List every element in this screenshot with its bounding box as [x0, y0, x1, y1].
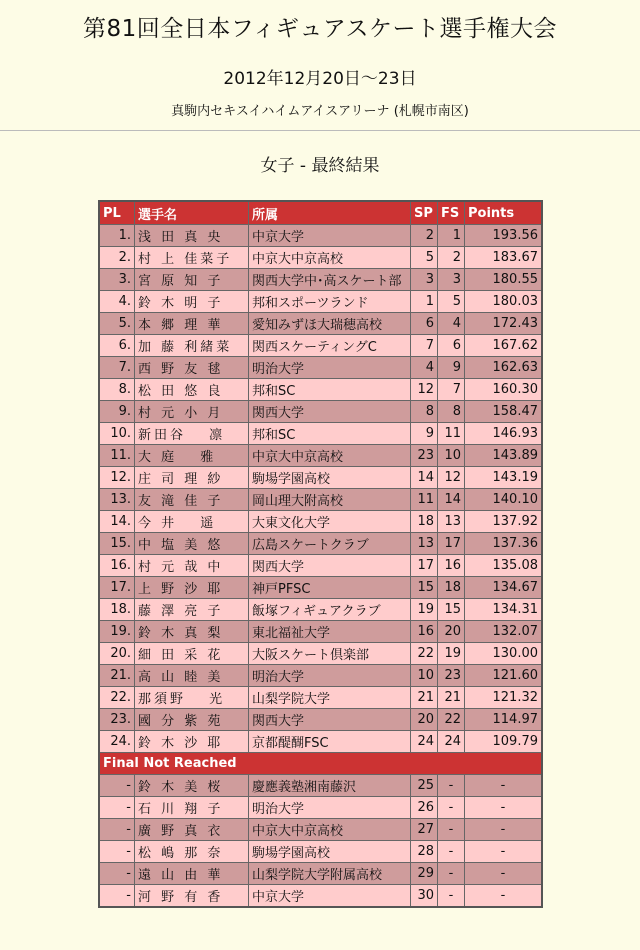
table-row	[99, 885, 542, 908]
cell-sp-rank: 29	[411, 863, 438, 885]
cell-skater-name: 松 田 悠 良	[135, 379, 249, 401]
cell-fs-rank: 4	[438, 313, 465, 335]
cell-sp-rank: 26	[411, 797, 438, 819]
cell-club: 東北福祉大学	[249, 621, 411, 643]
cell-club: 明治大学	[249, 665, 411, 687]
cell-points: 143.89	[465, 445, 543, 467]
table-row	[99, 665, 542, 687]
cell-sp-rank: 18	[411, 511, 438, 533]
cell-fs-rank: 14	[438, 489, 465, 511]
cell-place: 10.	[99, 423, 135, 445]
cell-fs-rank: -	[438, 775, 465, 797]
cell-skater-name: 石 川 翔 子	[135, 797, 249, 819]
cell-place: 6.	[99, 335, 135, 357]
cell-skater-name: 村 上 佳菜子	[135, 247, 249, 269]
page-title: 第81回全日本フィギュアスケート選手権大会	[82, 16, 557, 42]
cell-fs-rank: -	[438, 841, 465, 863]
cell-club: 中京大学	[249, 225, 411, 247]
cell-club: 邦和SC	[249, 379, 411, 401]
cell-points: -	[465, 819, 543, 841]
cell-fs-rank: 24	[438, 731, 465, 753]
col-header-fs: FS	[438, 201, 465, 225]
table-row	[99, 313, 542, 335]
table-row	[99, 489, 542, 511]
table-row	[99, 291, 542, 313]
table-row	[99, 357, 542, 379]
cell-points: 146.93	[465, 423, 543, 445]
cell-place: 11.	[99, 445, 135, 467]
cell-place: -	[99, 885, 135, 908]
event-venue: 真駒内セキスイハイムアイスアリーナ (札幌市南区)	[171, 104, 469, 119]
cell-club: 関西大学	[249, 401, 411, 423]
final-results-body	[99, 225, 542, 753]
cell-fs-rank: -	[438, 797, 465, 819]
table-row	[99, 841, 542, 863]
cell-place: 4.	[99, 291, 135, 313]
page-header	[0, 0, 640, 120]
cell-sp-rank: 8	[411, 401, 438, 423]
cell-place: -	[99, 797, 135, 819]
results-table	[98, 200, 543, 908]
cell-skater-name: 浅 田 真 央	[135, 225, 249, 247]
cell-skater-name: 廣 野 真 衣	[135, 819, 249, 841]
cell-club: 関西スケーティングC	[249, 335, 411, 357]
col-header-club: 所属	[249, 201, 411, 225]
cell-fs-rank: 6	[438, 335, 465, 357]
cell-place: 3.	[99, 269, 135, 291]
cell-club: 中京大中京高校	[249, 445, 411, 467]
cell-sp-rank: 21	[411, 687, 438, 709]
cell-points: 130.00	[465, 643, 543, 665]
cell-points: -	[465, 885, 543, 908]
cell-place: 14.	[99, 511, 135, 533]
table-row	[99, 577, 542, 599]
cell-place: 19.	[99, 621, 135, 643]
cell-skater-name: 宮 原 知 子	[135, 269, 249, 291]
cell-skater-name: 河 野 有 香	[135, 885, 249, 908]
cell-place: 17.	[99, 577, 135, 599]
cell-club: 関西大学	[249, 555, 411, 577]
cell-fs-rank: 5	[438, 291, 465, 313]
cell-place: 7.	[99, 357, 135, 379]
results-subtitle: 女子 - 最終結果	[260, 156, 380, 176]
cell-fs-rank: 15	[438, 599, 465, 621]
cell-skater-name: 本 郷 理 華	[135, 313, 249, 335]
cell-place: 22.	[99, 687, 135, 709]
cell-place: 8.	[99, 379, 135, 401]
cell-points: 140.10	[465, 489, 543, 511]
cell-place: 21.	[99, 665, 135, 687]
cell-points: 134.67	[465, 577, 543, 599]
cell-place: 18.	[99, 599, 135, 621]
table-row	[99, 379, 542, 401]
cell-sp-rank: 10	[411, 665, 438, 687]
cell-points: -	[465, 863, 543, 885]
cell-club: 明治大学	[249, 357, 411, 379]
table-row	[99, 687, 542, 709]
cell-club: 京都醍醐FSC	[249, 731, 411, 753]
cell-points: 137.92	[465, 511, 543, 533]
cell-points: 167.62	[465, 335, 543, 357]
cell-sp-rank: 6	[411, 313, 438, 335]
cell-fs-rank: 17	[438, 533, 465, 555]
cell-place: 9.	[99, 401, 135, 423]
cell-club: 中京大中京高校	[249, 247, 411, 269]
cell-fs-rank: 23	[438, 665, 465, 687]
cell-points: 162.63	[465, 357, 543, 379]
cell-fs-rank: 13	[438, 511, 465, 533]
cell-club: 邦和SC	[249, 423, 411, 445]
table-row	[99, 423, 542, 445]
cell-club: 大東文化大学	[249, 511, 411, 533]
cell-place: 12.	[99, 467, 135, 489]
cell-fs-rank: 20	[438, 621, 465, 643]
table-row	[99, 819, 542, 841]
cell-club: 愛知みずほ大瑞穂高校	[249, 313, 411, 335]
table-row	[99, 533, 542, 555]
cell-fs-rank: 12	[438, 467, 465, 489]
cell-skater-name: 鈴 木 沙 耶	[135, 731, 249, 753]
cell-points: -	[465, 841, 543, 863]
cell-sp-rank: 11	[411, 489, 438, 511]
cell-club: 関西大学	[249, 709, 411, 731]
cell-skater-name: 今 井 遥	[135, 511, 249, 533]
table-row	[99, 797, 542, 819]
cell-fs-rank: -	[438, 819, 465, 841]
cell-sp-rank: 22	[411, 643, 438, 665]
cell-points: 132.07	[465, 621, 543, 643]
table-row	[99, 555, 542, 577]
cell-sp-rank: 7	[411, 335, 438, 357]
cell-place: -	[99, 819, 135, 841]
cell-place: 23.	[99, 709, 135, 731]
cell-fs-rank: 9	[438, 357, 465, 379]
cell-points: 143.19	[465, 467, 543, 489]
cell-sp-rank: 23	[411, 445, 438, 467]
cell-points: 158.47	[465, 401, 543, 423]
cell-skater-name: 鈴 木 美 桜	[135, 775, 249, 797]
cell-sp-rank: 25	[411, 775, 438, 797]
cell-place: -	[99, 863, 135, 885]
table-row	[99, 401, 542, 423]
cell-sp-rank: 20	[411, 709, 438, 731]
cell-club: 中京大中京高校	[249, 819, 411, 841]
cell-club: 山梨学院大学	[249, 687, 411, 709]
cell-skater-name: 中 塩 美 悠	[135, 533, 249, 555]
cell-club: 駒場学園高校	[249, 841, 411, 863]
cell-skater-name: 村 元 小 月	[135, 401, 249, 423]
cell-club: 駒場学園高校	[249, 467, 411, 489]
cell-skater-name: 那須野 光	[135, 687, 249, 709]
not-reached-body	[99, 775, 542, 908]
cell-fs-rank: 16	[438, 555, 465, 577]
cell-sp-rank: 9	[411, 423, 438, 445]
table-row	[99, 269, 542, 291]
cell-points: 160.30	[465, 379, 543, 401]
cell-fs-rank: 10	[438, 445, 465, 467]
cell-fs-rank: -	[438, 885, 465, 908]
cell-club: 中京大学	[249, 885, 411, 908]
cell-fs-rank: 18	[438, 577, 465, 599]
cell-points: 180.03	[465, 291, 543, 313]
cell-skater-name: 高 山 睦 美	[135, 665, 249, 687]
cell-points: 183.67	[465, 247, 543, 269]
cell-club: 山梨学院大学附属高校	[249, 863, 411, 885]
cell-skater-name: 上 野 沙 耶	[135, 577, 249, 599]
table-row	[99, 445, 542, 467]
cell-sp-rank: 17	[411, 555, 438, 577]
cell-sp-rank: 4	[411, 357, 438, 379]
col-header-pl: PL	[99, 201, 135, 225]
cell-club: 関西大学中･高スケート部	[249, 269, 411, 291]
cell-points: -	[465, 797, 543, 819]
cell-club: 岡山理大附高校	[249, 489, 411, 511]
cell-skater-name: 遠 山 由 華	[135, 863, 249, 885]
table-row	[99, 621, 542, 643]
cell-skater-name: 鈴 木 真 梨	[135, 621, 249, 643]
cell-points: 114.97	[465, 709, 543, 731]
cell-club: 大阪スケート倶楽部	[249, 643, 411, 665]
cell-place: -	[99, 841, 135, 863]
cell-sp-rank: 27	[411, 819, 438, 841]
table-header-row	[99, 201, 542, 225]
cell-sp-rank: 16	[411, 621, 438, 643]
col-header-sp: SP	[411, 201, 438, 225]
cell-points: 135.08	[465, 555, 543, 577]
cell-sp-rank: 13	[411, 533, 438, 555]
cell-skater-name: 細 田 采 花	[135, 643, 249, 665]
not-reached-label: Final Not Reached	[99, 753, 542, 775]
table-row	[99, 467, 542, 489]
table-row	[99, 643, 542, 665]
cell-skater-name: 西 野 友 毬	[135, 357, 249, 379]
section-row	[99, 753, 542, 775]
cell-sp-rank: 3	[411, 269, 438, 291]
event-date: 2012年12月20日～23日	[223, 69, 417, 89]
table-row	[99, 511, 542, 533]
cell-place: 2.	[99, 247, 135, 269]
table-row	[99, 775, 542, 797]
cell-skater-name: 國 分 紫 苑	[135, 709, 249, 731]
cell-sp-rank: 1	[411, 291, 438, 313]
cell-fs-rank: 3	[438, 269, 465, 291]
header-divider	[0, 130, 640, 131]
cell-club: 明治大学	[249, 797, 411, 819]
cell-sp-rank: 5	[411, 247, 438, 269]
cell-fs-rank: 22	[438, 709, 465, 731]
cell-points: 180.55	[465, 269, 543, 291]
cell-club: 広島スケートクラブ	[249, 533, 411, 555]
cell-club: 邦和スポーツランド	[249, 291, 411, 313]
cell-fs-rank: 2	[438, 247, 465, 269]
cell-points: -	[465, 775, 543, 797]
cell-fs-rank: 19	[438, 643, 465, 665]
cell-sp-rank: 12	[411, 379, 438, 401]
cell-skater-name: 友 滝 佳 子	[135, 489, 249, 511]
cell-place: 15.	[99, 533, 135, 555]
cell-points: 109.79	[465, 731, 543, 753]
cell-sp-rank: 2	[411, 225, 438, 247]
cell-place: 20.	[99, 643, 135, 665]
not-reached-section	[99, 753, 542, 775]
cell-place: 16.	[99, 555, 135, 577]
cell-fs-rank: 7	[438, 379, 465, 401]
table-row	[99, 731, 542, 753]
cell-sp-rank: 19	[411, 599, 438, 621]
cell-points: 193.56	[465, 225, 543, 247]
cell-sp-rank: 28	[411, 841, 438, 863]
cell-skater-name: 鈴 木 明 子	[135, 291, 249, 313]
table-row	[99, 709, 542, 731]
cell-skater-name: 庄 司 理 紗	[135, 467, 249, 489]
table-row	[99, 225, 542, 247]
cell-fs-rank: 21	[438, 687, 465, 709]
col-header-name: 選手名	[135, 201, 249, 225]
cell-place: 5.	[99, 313, 135, 335]
cell-place: 1.	[99, 225, 135, 247]
cell-skater-name: 大 庭 雅	[135, 445, 249, 467]
cell-skater-name: 加 藤 利緒菜	[135, 335, 249, 357]
cell-place: 13.	[99, 489, 135, 511]
cell-points: 134.31	[465, 599, 543, 621]
cell-points: 172.43	[465, 313, 543, 335]
cell-sp-rank: 24	[411, 731, 438, 753]
cell-sp-rank: 15	[411, 577, 438, 599]
cell-fs-rank: 11	[438, 423, 465, 445]
cell-fs-rank: -	[438, 863, 465, 885]
cell-skater-name: 村 元 哉 中	[135, 555, 249, 577]
cell-skater-name: 藤 澤 亮 子	[135, 599, 249, 621]
cell-sp-rank: 30	[411, 885, 438, 908]
col-header-points: Points	[465, 201, 543, 225]
cell-place: 24.	[99, 731, 135, 753]
cell-club: 慶應義塾湘南藤沢	[249, 775, 411, 797]
cell-sp-rank: 14	[411, 467, 438, 489]
table-row	[99, 599, 542, 621]
cell-club: 飯塚フィギュアクラブ	[249, 599, 411, 621]
cell-fs-rank: 1	[438, 225, 465, 247]
cell-points: 137.36	[465, 533, 543, 555]
table-row	[99, 335, 542, 357]
cell-skater-name: 松 嶋 那 奈	[135, 841, 249, 863]
cell-place: -	[99, 775, 135, 797]
table-row	[99, 247, 542, 269]
cell-points: 121.32	[465, 687, 543, 709]
cell-club: 神戸PFSC	[249, 577, 411, 599]
table-row	[99, 863, 542, 885]
cell-points: 121.60	[465, 665, 543, 687]
cell-skater-name: 新田谷 凛	[135, 423, 249, 445]
cell-fs-rank: 8	[438, 401, 465, 423]
